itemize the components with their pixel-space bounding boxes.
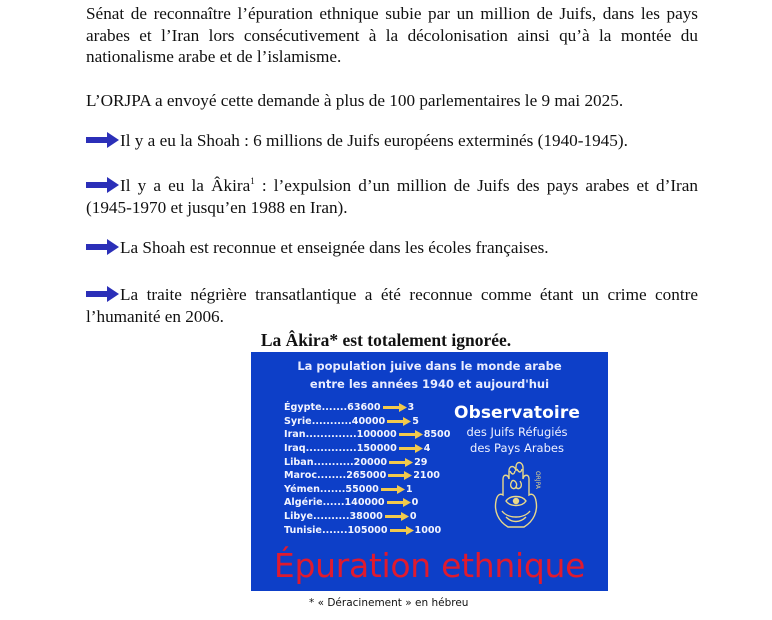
org-title: Observatoire bbox=[454, 403, 580, 423]
stat-population-1940: 150000 bbox=[356, 443, 397, 455]
stat-population-1940: 100000 bbox=[356, 429, 397, 441]
stat-country: Maroc bbox=[284, 470, 318, 482]
sent-paragraph: L’ORJPA a envoyé cette demande à plus de 100 parlementaires le 9 mai 2025. bbox=[86, 91, 624, 110]
stat-population-1940: 105000 bbox=[347, 524, 388, 536]
bullet-shoah-taught bbox=[86, 237, 698, 259]
bullet-text: Il y a eu la Shoah : 6 millions de Juifs européens exterminés (1940-1945). bbox=[120, 131, 628, 150]
stat-dots: .............. bbox=[305, 443, 357, 455]
stat-row bbox=[284, 401, 444, 415]
stat-row bbox=[284, 523, 444, 537]
bullet-text: La Shoah est reconnue et enseignée dans les écoles françaises. bbox=[120, 238, 549, 257]
stat-country: Iran bbox=[284, 429, 306, 441]
intro-paragraph: Sénat de reconnaître l’épuration ethnique subie par un million de Juifs, dans les pays arabes et l’Iran lors consécutivement à la décolonisation ainsi qu’à la montée du nationalisme arabe et de l’islamisme. bbox=[86, 4, 698, 66]
bullet-text: Il y a eu la Âkira bbox=[120, 176, 251, 195]
stat-country: Liban bbox=[284, 456, 314, 468]
stat-population-today: 0 bbox=[411, 497, 419, 509]
stat-population-today: 8500 bbox=[423, 429, 451, 441]
stat-row bbox=[284, 415, 444, 429]
infographic-title bbox=[251, 357, 608, 393]
stat-dots: ........... bbox=[311, 415, 352, 427]
bullet-slave-trade bbox=[86, 284, 698, 327]
stat-dots: ....... bbox=[321, 402, 348, 414]
right-arrow-icon bbox=[86, 286, 119, 302]
right-arrow-icon bbox=[86, 239, 119, 255]
stat-row bbox=[284, 455, 444, 469]
org-subtitle-1: des Juifs Réfugiés bbox=[466, 425, 568, 439]
right-arrow-icon bbox=[387, 498, 411, 507]
stat-country: Égypte bbox=[284, 402, 322, 414]
stat-population-1940: 140000 bbox=[344, 497, 385, 509]
right-arrow-icon bbox=[86, 132, 119, 148]
stat-population-today: 1000 bbox=[414, 524, 442, 536]
stat-population-1940: 38000 bbox=[349, 511, 383, 523]
bullet-shoah bbox=[86, 130, 698, 152]
organization-name bbox=[447, 402, 587, 456]
stat-row bbox=[284, 483, 444, 497]
stat-country: Yémen bbox=[284, 483, 320, 495]
headline: La Âkira* est totalement ignorée. bbox=[260, 330, 512, 350]
stat-dots: ....... bbox=[321, 524, 348, 536]
right-arrow-icon bbox=[399, 444, 423, 453]
right-arrow-icon bbox=[399, 430, 423, 439]
bullet-text-continued: : l’expulsion d’un million de Juifs des pays arabes et d’Iran (1945-1970 et jusqu’en 1988 en Iran). bbox=[86, 176, 698, 217]
infographic-title-line2: entre les années 1940 et aujourd'hui bbox=[309, 377, 550, 391]
right-arrow-icon bbox=[86, 177, 119, 193]
stat-population-1940: 265000 bbox=[346, 470, 387, 482]
stat-country: Iraq bbox=[284, 443, 306, 455]
stat-row bbox=[284, 428, 451, 442]
right-arrow-icon bbox=[388, 471, 412, 480]
org-subtitle-2: des Pays Arabes bbox=[470, 441, 564, 455]
right-arrow-icon bbox=[389, 458, 413, 467]
infographic-panel bbox=[251, 352, 608, 591]
stat-country: Algérie bbox=[284, 497, 323, 509]
right-arrow-icon bbox=[381, 485, 405, 494]
hamsa-logo-icon bbox=[484, 457, 554, 537]
right-arrow-icon bbox=[385, 512, 409, 521]
stat-dots: ....... bbox=[319, 483, 346, 495]
stat-dots: ........ bbox=[317, 470, 347, 482]
stat-dots: ........... bbox=[313, 456, 354, 468]
stat-population-today: 0 bbox=[409, 511, 417, 523]
footnote: * « Déracinement » en hébreu bbox=[309, 597, 469, 609]
stat-row bbox=[284, 496, 444, 510]
stat-population-today: 4 bbox=[423, 443, 431, 455]
stat-population-1940: 40000 bbox=[351, 415, 386, 427]
stat-dots: .......... bbox=[313, 511, 350, 523]
stat-row bbox=[284, 442, 444, 456]
right-arrow-icon bbox=[387, 417, 411, 426]
logo-text: ORJPA bbox=[534, 471, 541, 489]
stat-row bbox=[284, 510, 444, 524]
stat-population-today: 1 bbox=[405, 483, 413, 495]
population-stats bbox=[284, 401, 451, 537]
ethnic-cleansing-banner: Épuration ethnique bbox=[273, 546, 586, 585]
stat-population-today: 2100 bbox=[413, 470, 440, 482]
stat-population-today: 5 bbox=[412, 415, 419, 427]
stat-population-1940: 63600 bbox=[347, 402, 381, 414]
right-arrow-icon bbox=[390, 526, 414, 535]
stat-population-today: 29 bbox=[414, 456, 428, 468]
stat-population-1940: 20000 bbox=[353, 456, 388, 468]
stat-population-1940: 55000 bbox=[345, 483, 379, 495]
stat-country: Libye bbox=[284, 511, 314, 523]
stat-row bbox=[284, 469, 444, 483]
infographic-title-line1: La population juive dans le monde arabe bbox=[297, 359, 562, 373]
stat-country: Syrie bbox=[284, 415, 312, 427]
stat-dots: .............. bbox=[305, 429, 357, 441]
bullet-akira bbox=[86, 175, 698, 218]
stat-population-today: 3 bbox=[407, 402, 415, 414]
bullet-text: La traite négrière transatlantique a été reconnue comme étant un crime contre l’humanité en 2006. bbox=[86, 285, 698, 326]
right-arrow-icon bbox=[383, 403, 407, 412]
stat-country: Tunisie bbox=[284, 524, 322, 536]
footnote-marker: 1 bbox=[250, 176, 255, 186]
stat-dots: ...... bbox=[322, 497, 345, 509]
